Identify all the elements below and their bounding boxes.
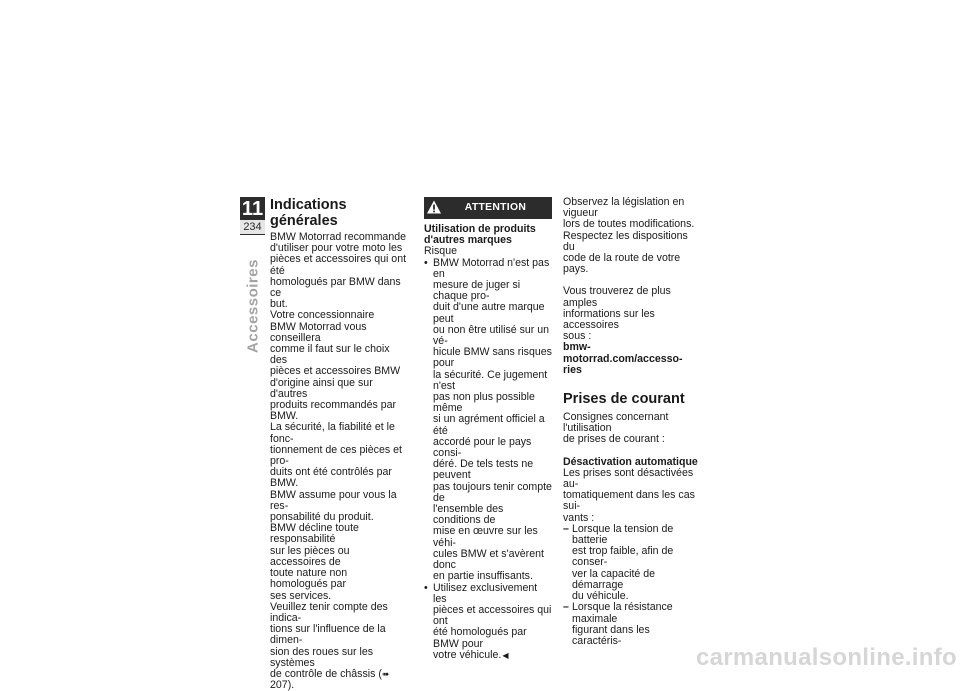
text-line: de prises de courant : — [563, 433, 665, 446]
page-number: 234 — [240, 220, 265, 234]
chapter-side-label: Accessoires — [244, 259, 262, 353]
text-line: Observez la législation en vigueur — [563, 196, 685, 220]
text-line: pas non plus possible même — [433, 391, 535, 415]
text-line: déré. De tels tests ne peuvent — [433, 458, 534, 482]
list-item — [424, 258, 552, 583]
text-line: • Utilisez exclusivement les — [433, 581, 538, 605]
text-line: sion des roues sur les systèmes — [270, 645, 374, 669]
text-line: BMW Motorrad recommande — [270, 231, 406, 243]
text-line: duit d'une autre marque peut — [433, 301, 545, 325]
warning-label: ATTENTION — [464, 202, 527, 213]
text-line: Respectez les dispositions du — [563, 229, 688, 253]
text-line: – Lorsque la résistance maximale — [572, 601, 673, 625]
end-of-section-icon: ◀ — [502, 650, 509, 660]
text-line: tionnement de ces pièces et pro- — [270, 443, 402, 468]
text-line: lors de toutes modifications. — [563, 218, 695, 231]
text-line: ou non être utilisé sur un vé- — [433, 323, 550, 348]
chapter-tab — [240, 197, 265, 235]
text-line: pièces et accessoires BMW — [270, 365, 401, 378]
text-line: – Lorsque la tension de batterie — [572, 522, 674, 547]
section-title-general: Indications générales — [270, 197, 347, 229]
text-line: tomatiquement dans les cas sui- — [563, 489, 695, 513]
text-line: La sécurité, la fiabilité et le fonc- — [270, 421, 395, 445]
section-title-sockets: Prises de courant — [563, 391, 685, 408]
text-line-with-end-mark — [433, 650, 552, 661]
text-line: BMW Motorrad vous conseillera — [270, 320, 367, 344]
text-line: pas toujours tenir compte de — [433, 480, 552, 504]
text-line: cules BMW et s'avèrent donc — [433, 547, 544, 572]
text-line: ver la capacité de démarrage — [572, 567, 656, 591]
text-line: l'ensemble des conditions de — [433, 503, 504, 527]
text-line: mesure de juger si chaque pro- — [433, 279, 521, 303]
text-line: sous : — [563, 330, 592, 343]
text-line: été homologués par BMW pour — [433, 626, 527, 650]
chapter-number: 11 — [241, 198, 264, 220]
warning-heading: d'autres marques — [424, 234, 512, 247]
text-line: sur les pièces ou accessoires de — [270, 544, 350, 568]
text-line: vants : — [563, 511, 595, 524]
text-line: pièces et accessoires qui ont — [433, 603, 552, 628]
text-line: but. — [270, 298, 288, 311]
text-line: duits ont été contrôlés par BMW. — [270, 466, 392, 490]
warning-heading: Utilisation de produits — [424, 223, 536, 235]
text-line: produits recommandés par BMW. — [270, 399, 397, 423]
text-line: ). — [287, 679, 295, 691]
watermark-text: carmanualsonline.info — [695, 644, 957, 671]
text-line: si un agrément officiel a été — [433, 413, 545, 437]
list-item — [563, 524, 700, 602]
text-line: pièces et accessoires qui ont été — [270, 253, 407, 277]
text-line: la sécurité. Ce jugement n'est — [433, 368, 548, 392]
column-general-indications — [270, 197, 407, 691]
text-line: du véhicule. — [572, 590, 629, 603]
text-line: Vous trouverez de plus amples — [563, 285, 671, 309]
text-line: informations sur les accessoires — [563, 307, 655, 332]
text-line: • BMW Motorrad n'est pas en — [433, 256, 550, 280]
warning-banner — [424, 197, 552, 219]
text-line: BMW assume pour vous la res- — [270, 488, 397, 512]
text-line: en partie insuffisants. — [433, 570, 533, 583]
accessories-url-link[interactable]: ries — [563, 363, 582, 376]
text-line: Veuillez tenir compte des indica- — [270, 600, 388, 624]
accessories-url-link[interactable]: bmw-motorrad.com/accesso- — [563, 341, 683, 365]
text-line: de contrôle de châssis ( — [270, 667, 382, 680]
text-line: Votre concessionnaire — [270, 309, 375, 322]
text-line: ponsabilité du produit. — [270, 511, 374, 524]
column-sockets — [563, 197, 700, 647]
list-item — [424, 583, 552, 661]
subheading-auto-deactivation: Désactivation automatique — [563, 455, 698, 468]
column-warning — [424, 197, 552, 661]
text-line: d'utiliser pour votre moto les — [270, 242, 403, 255]
text-line: Consignes concernant l'utilisation — [563, 411, 669, 435]
paragraph-gap — [563, 446, 700, 457]
risk-label: Risque — [424, 245, 457, 258]
text-line: comme il faut sur le choix des — [270, 343, 390, 367]
deactivation-dash-list — [563, 524, 700, 647]
list-item — [563, 602, 700, 647]
text-line: homologués par BMW dans ce — [270, 275, 401, 300]
text-line: est trop faible, afin de conser- — [572, 545, 674, 569]
text-line: votre véhicule. — [433, 648, 502, 661]
text-line: mise en œuvre sur les véhi- — [433, 525, 538, 549]
text-line: figurant dans les caractéris- — [572, 623, 650, 647]
text-line: d'origine ainsi que sur d'autres — [270, 376, 373, 400]
text-line-with-reference — [270, 669, 407, 691]
warning-bullet-list — [424, 258, 552, 661]
text-line: Les prises sont désactivées au- — [563, 466, 694, 491]
text-line: hicule BMW sans risques pour — [433, 346, 552, 370]
text-line: ses services. — [270, 589, 332, 602]
text-line: toute nature non homologués par — [270, 567, 348, 591]
page-reference-link[interactable]: 207 — [270, 679, 288, 691]
text-line: tions sur l'influence de la dimen- — [270, 623, 386, 647]
text-line: code de la route de votre pays. — [563, 252, 681, 276]
page-reference-arrow-icon: ➠ — [381, 668, 390, 679]
text-line: BMW décline toute responsabilité — [270, 522, 359, 546]
text-line: accordé pour le pays consi- — [433, 435, 532, 460]
